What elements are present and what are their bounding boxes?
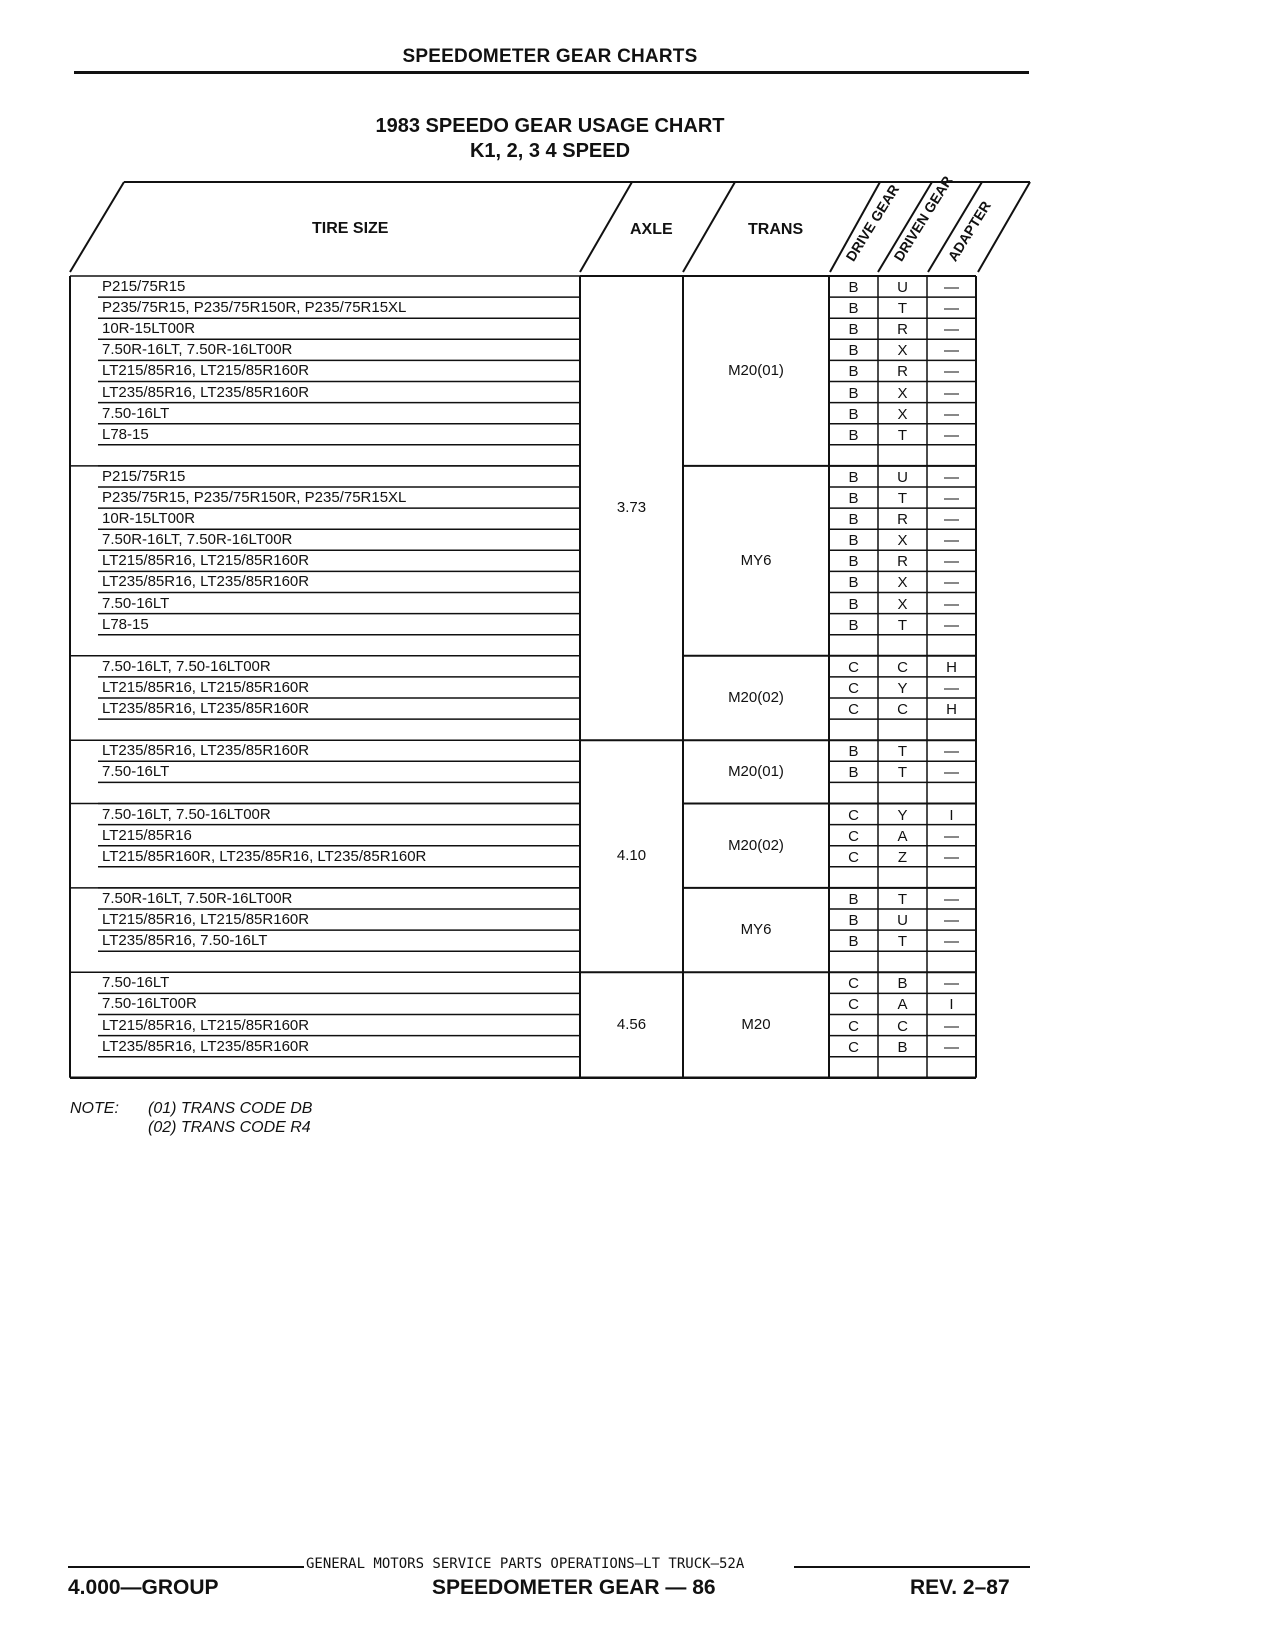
adapter-cell: — (944, 511, 959, 529)
driven-gear-cell: X (897, 342, 908, 360)
drive-gear-cell: B (848, 912, 859, 929)
axle-cell: 3.73 (616, 499, 647, 517)
driven-gear-cell: R (897, 553, 908, 571)
trans-cell: M20 (741, 1016, 771, 1034)
trans-cell: M20(01) (728, 762, 784, 780)
adapter-cell: — (944, 912, 959, 929)
adapter-cell: H (946, 701, 957, 718)
driven-gear-cell: Y (897, 806, 908, 824)
drive-gear-cell: C (848, 996, 859, 1014)
chart-title: 1983 SPEEDO GEAR USAGE CHART (375, 115, 725, 137)
adapter-cell: — (944, 848, 959, 866)
drive-gear-cell: B (848, 616, 859, 634)
adapter-cell: — (944, 342, 959, 360)
driven-gear-cell: T (897, 764, 908, 782)
driven-gear-cell: X (897, 574, 908, 592)
footer-center: SPEEDOMETER GEAR — 86 (432, 1576, 716, 1599)
tire-size-cell: LT235/85R16, 7.50-16LT (102, 932, 268, 950)
driven-gear-cell: X (897, 405, 908, 423)
driven-gear-cell: T (897, 426, 908, 444)
drive-gear-cell: C (848, 1038, 859, 1056)
driven-gear-cell: C (897, 1017, 908, 1035)
driven-gear-cell: U (897, 279, 908, 296)
driven-gear-cell: Z (897, 848, 908, 866)
column-header-driven-gear: DRIVEN GEAR (890, 173, 956, 264)
adapter-cell: — (944, 532, 959, 550)
tire-size-cell: 7.50R-16LT, 7.50R-16LT00R (102, 531, 293, 549)
footer-rule-left (68, 1566, 304, 1568)
adapter-cell: — (944, 827, 959, 845)
drive-gear-cell: B (848, 300, 859, 318)
drive-gear-cell: C (848, 679, 859, 697)
tire-size-cell: LT215/85R160R, LT235/85R16, LT235/85R160R (102, 847, 427, 865)
drive-gear-cell: B (848, 426, 859, 444)
adapter-cell: — (944, 933, 959, 951)
driven-gear-cell: Y (897, 679, 908, 697)
footer-rev: REV. 2–87 (910, 1576, 1010, 1599)
driven-gear-cell: U (897, 468, 908, 486)
column-header-axle: AXLE (630, 221, 673, 238)
drive-gear-cell: C (848, 1017, 859, 1035)
driven-gear-cell: R (897, 363, 908, 381)
adapter-cell: — (944, 743, 959, 761)
driven-gear-cell: U (897, 912, 908, 929)
footer-center-line: GENERAL MOTORS SERVICE PARTS OPERATIONS—LT TRUCK—52A (306, 1556, 745, 1572)
driven-gear-cell: X (897, 595, 908, 613)
drive-gear-cell: B (848, 595, 859, 613)
adapter-cell: — (944, 321, 959, 339)
tire-size-cell: LT215/85R16, LT215/85R160R (102, 552, 310, 570)
adapter-cell: — (944, 468, 959, 486)
drive-gear-cell: B (848, 363, 859, 381)
drive-gear-cell: B (848, 342, 859, 360)
adapter-cell: — (944, 384, 959, 402)
footer-group: 4.000—GROUP (68, 1576, 219, 1599)
tire-size-cell: LT215/85R16, LT215/85R160R (102, 1016, 310, 1034)
adapter-cell: — (944, 1038, 959, 1056)
tire-size-cell: L78-15 (102, 615, 149, 633)
drive-gear-cell: B (848, 553, 859, 571)
axle-cell: 4.56 (616, 1016, 647, 1034)
tire-size-cell: P235/75R15, P235/75R150R, P235/75R15XL (102, 489, 407, 506)
tire-size-cell: P215/75R15 (102, 278, 186, 295)
adapter-cell: I (949, 806, 954, 824)
adapter-cell: — (944, 595, 959, 613)
tire-size-cell: P235/75R15, P235/75R150R, P235/75R15XL (102, 299, 407, 317)
driven-gear-cell: C (897, 658, 908, 676)
driven-gear-cell: R (897, 321, 908, 339)
axle-cell: 4.10 (616, 847, 647, 865)
drive-gear-cell: B (848, 532, 859, 550)
tire-size-cell: 7.50-16LT00R (102, 995, 197, 1013)
trans-cell: MY6 (740, 551, 772, 569)
column-header-tire-size: TIRE SIZE (312, 220, 389, 237)
tire-size-cell: LT215/85R16 (102, 826, 192, 844)
driven-gear-cell: T (897, 890, 908, 908)
tire-size-cell: 7.50-16LT (102, 974, 170, 992)
drive-gear-cell: B (848, 490, 859, 507)
adapter-cell: — (944, 426, 959, 444)
drive-gear-cell: B (848, 933, 859, 951)
column-header-drive-gear: DRIVE GEAR (842, 181, 903, 264)
tire-size-cell: 7.50-16LT (102, 763, 170, 781)
adapter-cell: — (944, 279, 959, 296)
tire-size-cell: LT235/85R16, LT235/85R160R (102, 573, 310, 591)
adapter-cell: — (944, 975, 959, 993)
tire-size-cell: LT235/85R16, LT235/85R160R (102, 700, 310, 717)
drive-gear-cell: C (848, 701, 859, 718)
column-header-trans: TRANS (748, 221, 804, 238)
tire-size-cell: 7.50-16LT, 7.50-16LT00R (102, 805, 271, 823)
driven-gear-cell: C (897, 701, 908, 718)
adapter-cell: — (944, 679, 959, 697)
drive-gear-cell: B (848, 743, 859, 761)
drive-gear-cell: B (848, 405, 859, 423)
tire-size-cell: 10R-15LT00R (102, 510, 196, 528)
driven-gear-cell: T (897, 743, 908, 761)
column-header-adapter: ADAPTER (944, 198, 994, 264)
drive-gear-cell: C (848, 827, 859, 845)
chart-subtitle: K1, 2, 3 4 SPEED (469, 140, 631, 162)
driven-gear-cell: T (897, 490, 908, 507)
adapter-cell: — (944, 300, 959, 318)
tire-size-cell: LT235/85R16, LT235/85R160R (102, 383, 310, 401)
adapter-cell: I (949, 996, 954, 1014)
driven-gear-cell: A (897, 827, 908, 845)
drive-gear-cell: C (848, 806, 859, 824)
adapter-cell: — (944, 616, 959, 634)
driven-gear-cell: B (897, 975, 908, 993)
footer-rule-right (794, 1566, 1030, 1568)
trans-cell: MY6 (740, 921, 772, 939)
tire-size-cell: LT215/85R16, LT215/85R160R (102, 362, 310, 380)
drive-gear-cell: C (848, 848, 859, 866)
tire-size-cell: LT235/85R16, LT235/85R160R (102, 742, 310, 760)
adapter-cell: — (944, 1017, 959, 1035)
tire-size-cell: 7.50-16LT (102, 404, 170, 422)
driven-gear-cell: X (897, 532, 908, 550)
trans-cell: M20(02) (728, 836, 784, 854)
note-line-2: (02) TRANS CODE R4 (148, 1119, 311, 1136)
tire-size-cell: LT215/85R16, LT215/85R160R (102, 911, 310, 928)
adapter-cell: — (944, 490, 959, 507)
tire-size-cell: P215/75R15 (102, 467, 186, 485)
tire-size-cell: LT215/85R16, LT215/85R160R (102, 678, 310, 696)
tire-size-cell: 7.50-16LT (102, 594, 170, 612)
drive-gear-cell: C (848, 658, 859, 676)
trans-cell: M20(01) (728, 361, 784, 379)
tire-size-cell: 10R-15LT00R (102, 320, 196, 338)
adapter-cell: — (944, 890, 959, 908)
tire-size-cell: LT235/85R16, LT235/85R160R (102, 1037, 310, 1055)
tire-size-cell: L78-15 (102, 425, 149, 443)
drive-gear-cell: B (848, 890, 859, 908)
tire-size-cell: 7.50R-16LT, 7.50R-16LT00R (102, 889, 293, 907)
driven-gear-cell: A (897, 996, 908, 1014)
drive-gear-cell: B (848, 321, 859, 339)
trans-cell: M20(02) (728, 689, 784, 706)
driven-gear-cell: T (897, 933, 908, 951)
drive-gear-cell: B (848, 511, 859, 529)
adapter-cell: — (944, 574, 959, 592)
adapter-cell: — (944, 363, 959, 381)
drive-gear-cell: B (848, 468, 859, 486)
drive-gear-cell: B (848, 574, 859, 592)
driven-gear-cell: T (897, 300, 908, 318)
tire-size-cell: 7.50R-16LT, 7.50R-16LT00R (102, 341, 293, 359)
drive-gear-cell: B (848, 384, 859, 402)
adapter-cell: — (944, 764, 959, 782)
page-header-title: SPEEDOMETER GEAR CHARTS (402, 46, 698, 67)
drive-gear-cell: C (848, 975, 859, 993)
adapter-cell: H (946, 658, 957, 676)
tire-size-cell: 7.50-16LT, 7.50-16LT00R (102, 657, 271, 675)
note-line-1: (01) TRANS CODE DB (148, 1100, 313, 1117)
drive-gear-cell: B (848, 279, 859, 296)
driven-gear-cell: T (897, 616, 908, 634)
adapter-cell: — (944, 405, 959, 423)
drive-gear-cell: B (848, 764, 859, 782)
driven-gear-cell: R (897, 511, 908, 529)
note-label: NOTE: (70, 1100, 119, 1117)
driven-gear-cell: X (897, 384, 908, 402)
adapter-cell: — (944, 553, 959, 571)
driven-gear-cell: B (897, 1038, 908, 1056)
